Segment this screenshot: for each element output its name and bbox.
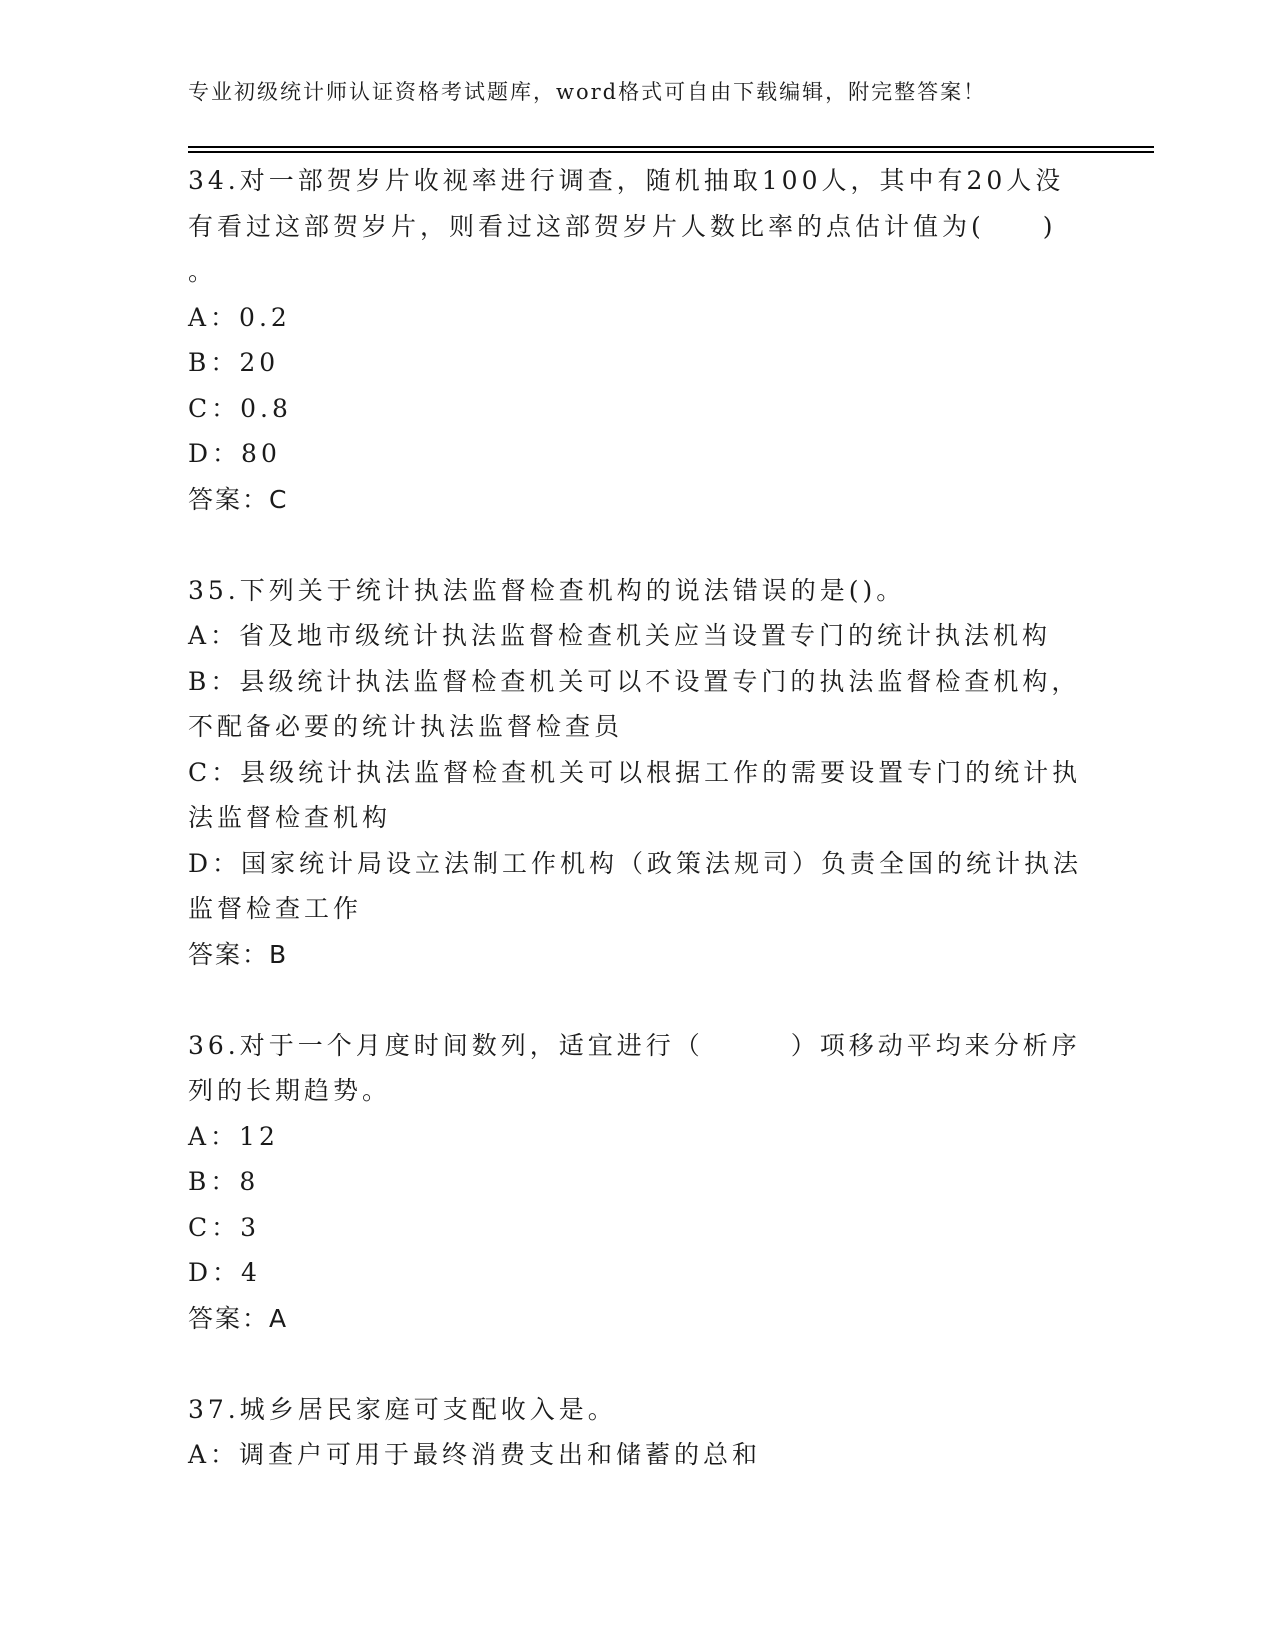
- option-c-cont: 法监督检查机构: [188, 803, 392, 832]
- option-c: C：0.8: [188, 393, 292, 423]
- question-37: [188, 1387, 1088, 1478]
- question-36: [188, 1023, 1088, 1342]
- question-stem-line: 。: [188, 257, 218, 286]
- option-b: B：20: [188, 348, 280, 377]
- option-d: D：80: [188, 439, 281, 468]
- header-rule-bottom: [188, 151, 1154, 153]
- answer-label: 答案：B: [188, 939, 289, 969]
- option-d-cont: 监督检查工作: [188, 894, 363, 923]
- option-b: B：县级统计执法监督检查机关可以不设置专门的执法监督检查机构，: [188, 666, 1081, 696]
- question-stem-line: 37.城乡居民家庭可支配收入是。: [188, 1394, 617, 1424]
- option-d: D：国家统计局设立法制工作机构（政策法规司）负责全国的统计执法: [188, 848, 1083, 878]
- question-34: [188, 158, 1088, 522]
- option-b: B：8: [188, 1167, 260, 1196]
- option-a: A：0.2: [188, 302, 291, 332]
- option-d: D：4: [188, 1258, 261, 1287]
- page-header: 专业初级统计师认证资格考试题库，word格式可自由下载编辑，附完整答案！: [188, 80, 987, 104]
- question-stem-line: 列的长期趋势。: [188, 1076, 392, 1105]
- answer-label: 答案：C: [188, 484, 289, 514]
- question-35: [188, 568, 1088, 978]
- option-a: A：12: [188, 1121, 279, 1151]
- question-stem-line: 35.下列关于统计执法监督检查机构的说法错误的是()。: [188, 575, 906, 605]
- header-rule-top: [188, 146, 1154, 148]
- question-stem-line: 34.对一部贺岁片收视率进行调查，随机抽取100人，其中有20人没: [188, 166, 1065, 195]
- question-list: [188, 158, 1088, 1478]
- option-a: A：省及地市级统计执法监督检查机关应当设置专门的统计执法机构: [188, 621, 1052, 650]
- question-stem-line: 有看过这部贺岁片，则看过这部贺岁片人数比率的点估计值为( ): [188, 211, 1057, 241]
- question-stem-line: 36.对于一个月度时间数列，适宜进行（ ）项移动平均来分析序: [188, 1030, 1081, 1060]
- answer-label: 答案：A: [188, 1303, 289, 1333]
- option-c: C：3: [188, 1212, 261, 1242]
- option-a: A：调查户可用于最终消费支出和储蓄的总和: [188, 1440, 762, 1469]
- option-b-cont: 不配备必要的统计执法监督检查员: [188, 712, 624, 741]
- option-c: C：县级统计执法监督检查机关可以根据工作的需要设置专门的统计执: [188, 757, 1082, 787]
